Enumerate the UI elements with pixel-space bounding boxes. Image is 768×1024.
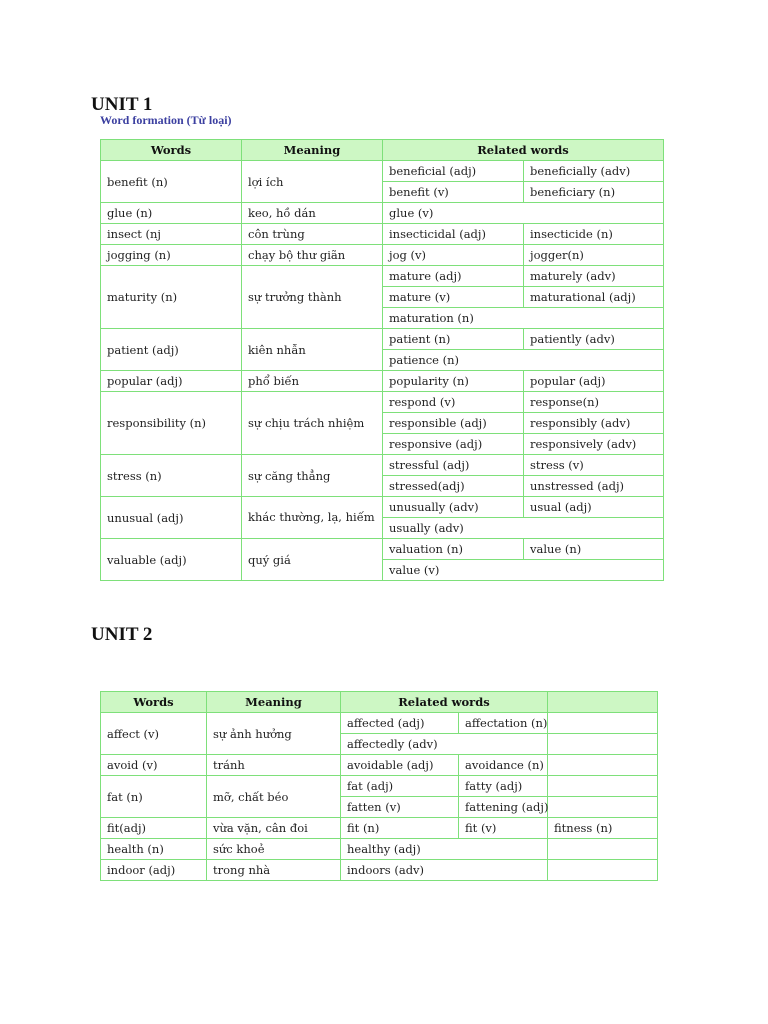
unit1-subtitle-cutoff: Word formation (Từ loại) bbox=[100, 113, 232, 127]
meaning-cell: sự căng thẳng bbox=[242, 455, 383, 497]
related-word-cell: maturation (n) bbox=[383, 308, 664, 329]
related-word-cell: affectation (n) bbox=[459, 713, 548, 734]
header-row bbox=[101, 692, 658, 713]
meaning-cell: quý giá bbox=[242, 539, 383, 581]
header-related-words: Related words bbox=[341, 692, 548, 713]
meaning-cell: sức khoẻ bbox=[207, 839, 341, 860]
word-cell: avoid (v) bbox=[101, 755, 207, 776]
related-word-cell: value (n) bbox=[524, 539, 664, 560]
related-word-cell: responsively (adv) bbox=[524, 434, 664, 455]
table-row bbox=[101, 203, 664, 224]
header-meaning: Meaning bbox=[242, 140, 383, 161]
related-word-cell: respond (v) bbox=[383, 392, 524, 413]
related-word-cell: beneficial (adj) bbox=[383, 161, 524, 182]
header-related-words: Related words bbox=[383, 140, 664, 161]
related-word-cell: popularity (n) bbox=[383, 371, 524, 392]
related-word-cell: maturational (adj) bbox=[524, 287, 664, 308]
related-word-cell: patience (n) bbox=[383, 350, 664, 371]
related-word-cell: insecticide (n) bbox=[524, 224, 664, 245]
table-row bbox=[101, 539, 664, 560]
word-cell: indoor (adj) bbox=[101, 860, 207, 881]
unit1-table bbox=[100, 139, 664, 581]
table-row bbox=[101, 161, 664, 182]
related-word-cell bbox=[548, 839, 658, 860]
meaning-cell: lợi ích bbox=[242, 161, 383, 203]
table-row bbox=[101, 245, 664, 266]
related-word-cell: fattening (adj) bbox=[459, 797, 548, 818]
related-word-cell: fatty (adj) bbox=[459, 776, 548, 797]
table-row bbox=[101, 392, 664, 413]
meaning-cell: côn trùng bbox=[242, 224, 383, 245]
word-cell: health (n) bbox=[101, 839, 207, 860]
related-word-cell: glue (v) bbox=[383, 203, 664, 224]
related-word-cell: patient (n) bbox=[383, 329, 524, 350]
related-word-cell: responsible (adj) bbox=[383, 413, 524, 434]
table-row bbox=[101, 860, 658, 881]
related-word-cell: jog (v) bbox=[383, 245, 524, 266]
related-word-cell: fit (v) bbox=[459, 818, 548, 839]
word-cell: unusual (adj) bbox=[101, 497, 242, 539]
related-word-cell: healthy (adj) bbox=[341, 839, 548, 860]
related-word-cell: mature (v) bbox=[383, 287, 524, 308]
header-row bbox=[101, 140, 664, 161]
word-cell: stress (n) bbox=[101, 455, 242, 497]
meaning-cell: sự chịu trách nhiệm bbox=[242, 392, 383, 455]
word-cell: glue (n) bbox=[101, 203, 242, 224]
related-word-cell: stressful (adj) bbox=[383, 455, 524, 476]
related-word-cell: fit (n) bbox=[341, 818, 459, 839]
meaning-cell: khác thường, lạ, hiếm bbox=[242, 497, 383, 539]
related-word-cell: maturely (adv) bbox=[524, 266, 664, 287]
related-word-cell bbox=[548, 860, 658, 881]
meaning-cell: chạy bộ thư giãn bbox=[242, 245, 383, 266]
related-word-cell: benefit (v) bbox=[383, 182, 524, 203]
table-row bbox=[101, 818, 658, 839]
related-word-cell: fitness (n) bbox=[548, 818, 658, 839]
word-cell: popular (adj) bbox=[101, 371, 242, 392]
table-row bbox=[101, 497, 664, 518]
header-words: Words bbox=[101, 692, 207, 713]
table-row bbox=[101, 266, 664, 287]
table-row bbox=[101, 329, 664, 350]
meaning-cell: kiên nhẫn bbox=[242, 329, 383, 371]
related-word-cell: jogger(n) bbox=[524, 245, 664, 266]
related-word-cell: affected (adj) bbox=[341, 713, 459, 734]
meaning-cell: trong nhà bbox=[207, 860, 341, 881]
header-meaning: Meaning bbox=[207, 692, 341, 713]
word-cell: jogging (n) bbox=[101, 245, 242, 266]
related-word-cell: response(n) bbox=[524, 392, 664, 413]
word-cell: benefit (n) bbox=[101, 161, 242, 203]
related-word-cell: value (v) bbox=[383, 560, 664, 581]
related-word-cell bbox=[548, 797, 658, 818]
meaning-cell: sự ảnh hưởng bbox=[207, 713, 341, 755]
unit2-table bbox=[100, 691, 658, 881]
meaning-cell: keo, hồ dán bbox=[242, 203, 383, 224]
meaning-cell: mỡ, chất béo bbox=[207, 776, 341, 818]
table-row bbox=[101, 755, 658, 776]
related-word-cell: fatten (v) bbox=[341, 797, 459, 818]
related-word-cell: responsive (adj) bbox=[383, 434, 524, 455]
related-word-cell bbox=[548, 755, 658, 776]
word-cell: affect (v) bbox=[101, 713, 207, 755]
related-word-cell: unusually (adv) bbox=[383, 497, 524, 518]
related-word-cell: mature (adj) bbox=[383, 266, 524, 287]
table-row bbox=[101, 713, 658, 734]
table-row bbox=[101, 455, 664, 476]
meaning-cell: vừa vặn, cân đoi bbox=[207, 818, 341, 839]
meaning-cell: phổ biến bbox=[242, 371, 383, 392]
related-word-cell: responsibly (adv) bbox=[524, 413, 664, 434]
word-cell: insect (nj bbox=[101, 224, 242, 245]
related-word-cell: insecticidal (adj) bbox=[383, 224, 524, 245]
meaning-cell: tránh bbox=[207, 755, 341, 776]
related-word-cell: patiently (adv) bbox=[524, 329, 664, 350]
word-cell: maturity (n) bbox=[101, 266, 242, 329]
unit2-title: UNIT 2 bbox=[91, 624, 153, 645]
related-word-cell: fat (adj) bbox=[341, 776, 459, 797]
related-word-cell: usually (adv) bbox=[383, 518, 664, 539]
related-word-cell: avoidable (adj) bbox=[341, 755, 459, 776]
related-word-cell: stress (v) bbox=[524, 455, 664, 476]
word-cell: responsibility (n) bbox=[101, 392, 242, 455]
related-word-cell bbox=[548, 734, 658, 755]
related-word-cell bbox=[548, 713, 658, 734]
meaning-cell: sự trưởng thành bbox=[242, 266, 383, 329]
word-cell: fit(adj) bbox=[101, 818, 207, 839]
table-row bbox=[101, 839, 658, 860]
related-word-cell: popular (adj) bbox=[524, 371, 664, 392]
related-word-cell: beneficiary (n) bbox=[524, 182, 664, 203]
table-row bbox=[101, 776, 658, 797]
unit1-title: UNIT 1 bbox=[91, 94, 153, 115]
table-row bbox=[101, 371, 664, 392]
header-blank bbox=[548, 692, 658, 713]
related-word-cell: stressed(adj) bbox=[383, 476, 524, 497]
word-cell: valuable (adj) bbox=[101, 539, 242, 581]
related-word-cell: valuation (n) bbox=[383, 539, 524, 560]
word-cell: patient (adj) bbox=[101, 329, 242, 371]
header-words: Words bbox=[101, 140, 242, 161]
table-row bbox=[101, 224, 664, 245]
word-cell: fat (n) bbox=[101, 776, 207, 818]
related-word-cell bbox=[548, 776, 658, 797]
related-word-cell: avoidance (n) bbox=[459, 755, 548, 776]
related-word-cell: unstressed (adj) bbox=[524, 476, 664, 497]
related-word-cell: beneficially (adv) bbox=[524, 161, 664, 182]
related-word-cell: affectedly (adv) bbox=[341, 734, 548, 755]
related-word-cell: usual (adj) bbox=[524, 497, 664, 518]
related-word-cell: indoors (adv) bbox=[341, 860, 548, 881]
